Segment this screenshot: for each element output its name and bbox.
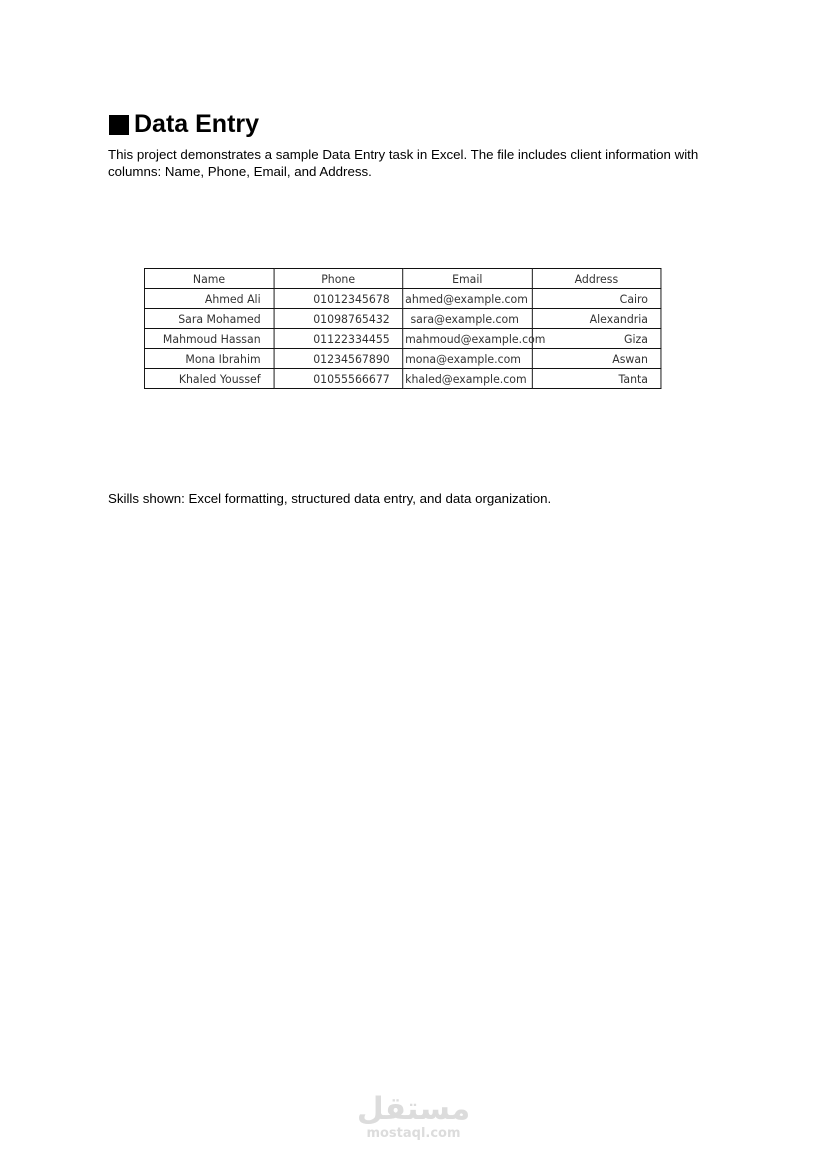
cell-name: Mona Ibrahim — [144, 349, 273, 369]
watermark-domain: mostaql.com — [366, 1126, 461, 1141]
cell-name: Sara Mohamed — [144, 309, 273, 329]
page-title-text: Data Entry — [134, 110, 260, 138]
cell-name: Khaled Youssef — [144, 369, 273, 389]
table-row — [144, 329, 660, 349]
cell-address: Giza — [532, 329, 661, 349]
cell-phone: 01122334455 — [274, 329, 403, 349]
cell-email: mahmoud@example.com — [403, 329, 532, 349]
cell-email: mona@example.com — [403, 349, 532, 369]
header-name: Name — [144, 269, 273, 289]
cell-phone: 01098765432 — [274, 309, 403, 329]
table-row — [144, 309, 660, 329]
cell-email: sara@example.com — [403, 309, 532, 329]
client-table-container — [144, 268, 683, 389]
cell-name: Mahmoud Hassan — [144, 329, 273, 349]
table-row — [144, 369, 660, 389]
cell-address: Tanta — [532, 369, 661, 389]
client-data-table — [144, 268, 661, 389]
cell-phone: 01055566677 — [274, 369, 403, 389]
cell-email: khaled@example.com — [403, 369, 532, 389]
table-header-row — [144, 269, 660, 289]
cell-address: Cairo — [532, 289, 661, 309]
header-address: Address — [532, 269, 661, 289]
header-phone: Phone — [274, 269, 403, 289]
cell-address: Alexandria — [532, 309, 661, 329]
header-email: Email — [403, 269, 532, 289]
cell-email: ahmed@example.com — [403, 289, 532, 309]
table-row — [144, 289, 660, 309]
cell-phone: 01012345678 — [274, 289, 403, 309]
cell-name: Ahmed Ali — [144, 289, 273, 309]
intro-paragraph: This project demonstrates a sample Data Entry task in Excel. The file includes client information with columns: Name, Phone, Email, and Address. — [108, 147, 699, 179]
skills-paragraph: Skills shown: Excel formatting, structured data entry, and data organization. — [108, 491, 552, 506]
table-row — [144, 349, 660, 369]
cell-address: Aswan — [532, 349, 661, 369]
cell-phone: 01234567890 — [274, 349, 403, 369]
watermark-logo: مستقل — [356, 1091, 471, 1127]
page-title — [109, 108, 259, 140]
watermark — [0, 1092, 827, 1142]
square-bullet-icon — [109, 115, 129, 135]
